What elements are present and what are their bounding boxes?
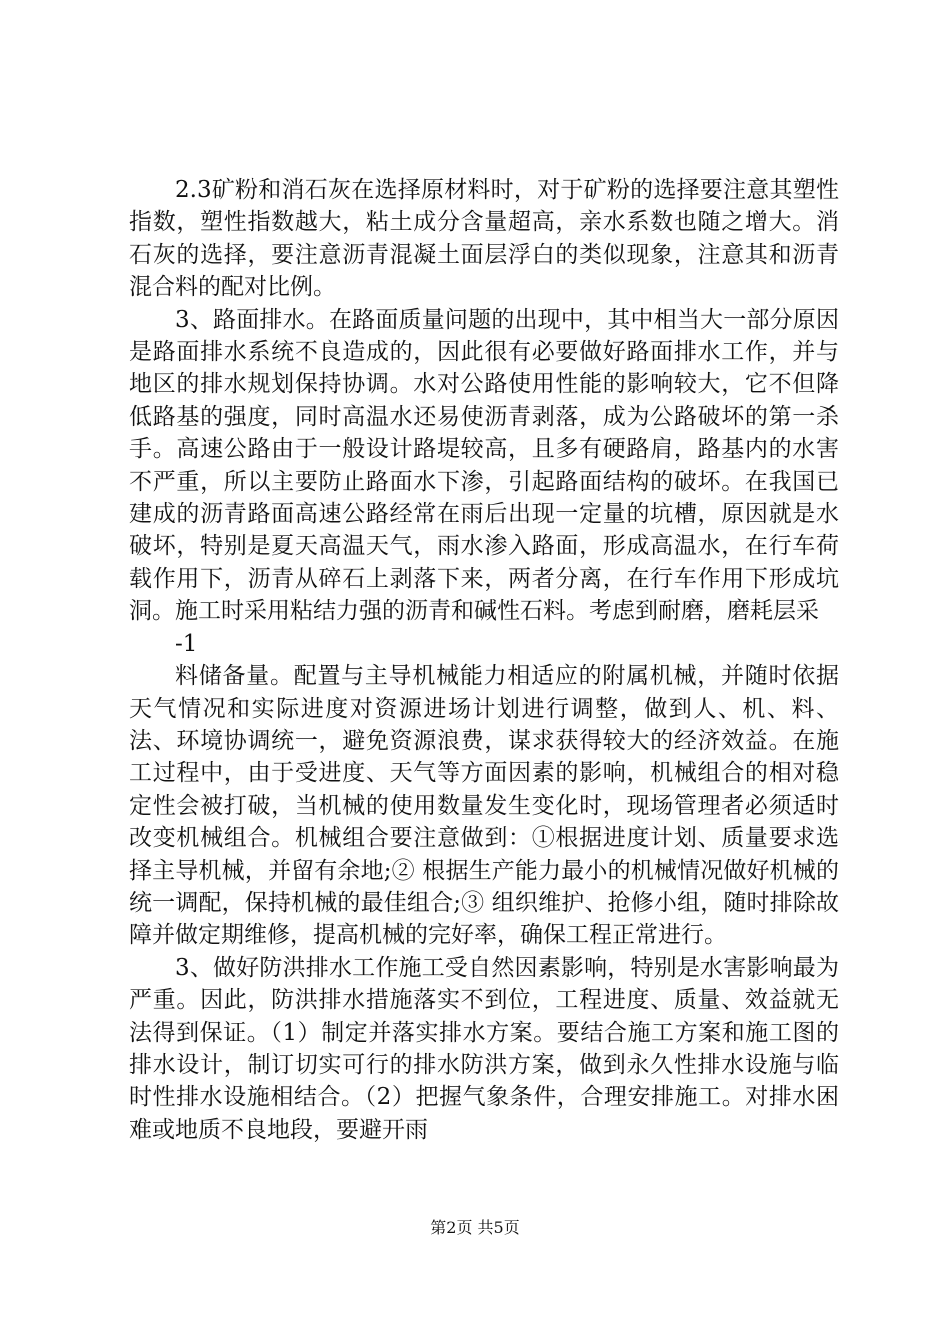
paragraph-mineral-powder: 2.3矿粉和消石灰在选择原材料时，对于矿粉的选择要注意其塑性指数，塑性指数越大，粘土成分含量超高，亲水系数也随之增大。消石灰的选择，要注意沥青混凝土面层浮白的类似现象，注意其和沥青混合料的配对比例。 xyxy=(129,177,839,301)
paragraph-road-drainage: 3、路面排水。在路面质量问题的出现中，其中相当大一部分原因是路面排水系统不良造成的，因此很有必要做好路面排水工作，并与地区的排水规划保持协调。水对公路使用性能的影响较大，它不但降低路基的强度，同时高温水还易使沥青剥落，成为公路破坏的第一杀手。高速公路由于一般设计路堤较高，且多有硬路肩，路基内的水害不严重，所以主要防止路面水下渗，引起路面结构的破坏。在我国已建成的沥青路面高速公路经常在雨后出现一定量的坑槽，原因就是水破坏，特别是夏天高温天气，雨水渗入路面，形成高温水，在行车荷载作用下，沥青从碎石上剥落下来，两者分离，在行车作用下形成坑洞。施工时采用粘结力强的沥青和碱性石料。考虑到耐磨，磨耗层采 xyxy=(129,306,839,625)
paragraph-material-reserve: 料储备量。配置与主导机械能力相适应的附属机械，并随时依据天气情况和实际进度对资源进场计划进行调整，做到人、机、料、法、环境协调统一，避免资源浪费，谋求获得较大的经济效益。在施工过程中，由于受进度、天气等方面因素的影响，机械组合的相对稳定性会被打破，当机械的使用数量发生变化时，现场管理者必须适时改变机械组合。机械组合要注意做到：①根据进度计划、质量要求选择主导机械，并留有余地;② 根据生产能力最小的机械情况做好机械的统一调配，保持机械的最佳组合;③ 组织维护、抢修小组，随时排除故障并做定期维修，提高机械的完好率，确保工程正常进行。 xyxy=(129,663,839,949)
paragraph-flood-drainage: 3、做好防洪排水工作施工受自然因素影响，特别是水害影响最为严重。因此，防洪排水措施落实不到位，工程进度、质量、效益就无法得到保证。（1）制定并落实排水方案。要结合施工方案和施工图的排水设计，制订切实可行的排水防洪方案，做到永久性排水设施与临时性排水设施相结合。（2）把握气象条件，合理安排施工。对排水困难或地质不良地段，要避开雨 xyxy=(129,954,839,1143)
page-marker: -1 xyxy=(175,630,198,657)
page-footer: 第2页 共5页 xyxy=(430,1218,520,1237)
document-body xyxy=(129,174,839,1146)
